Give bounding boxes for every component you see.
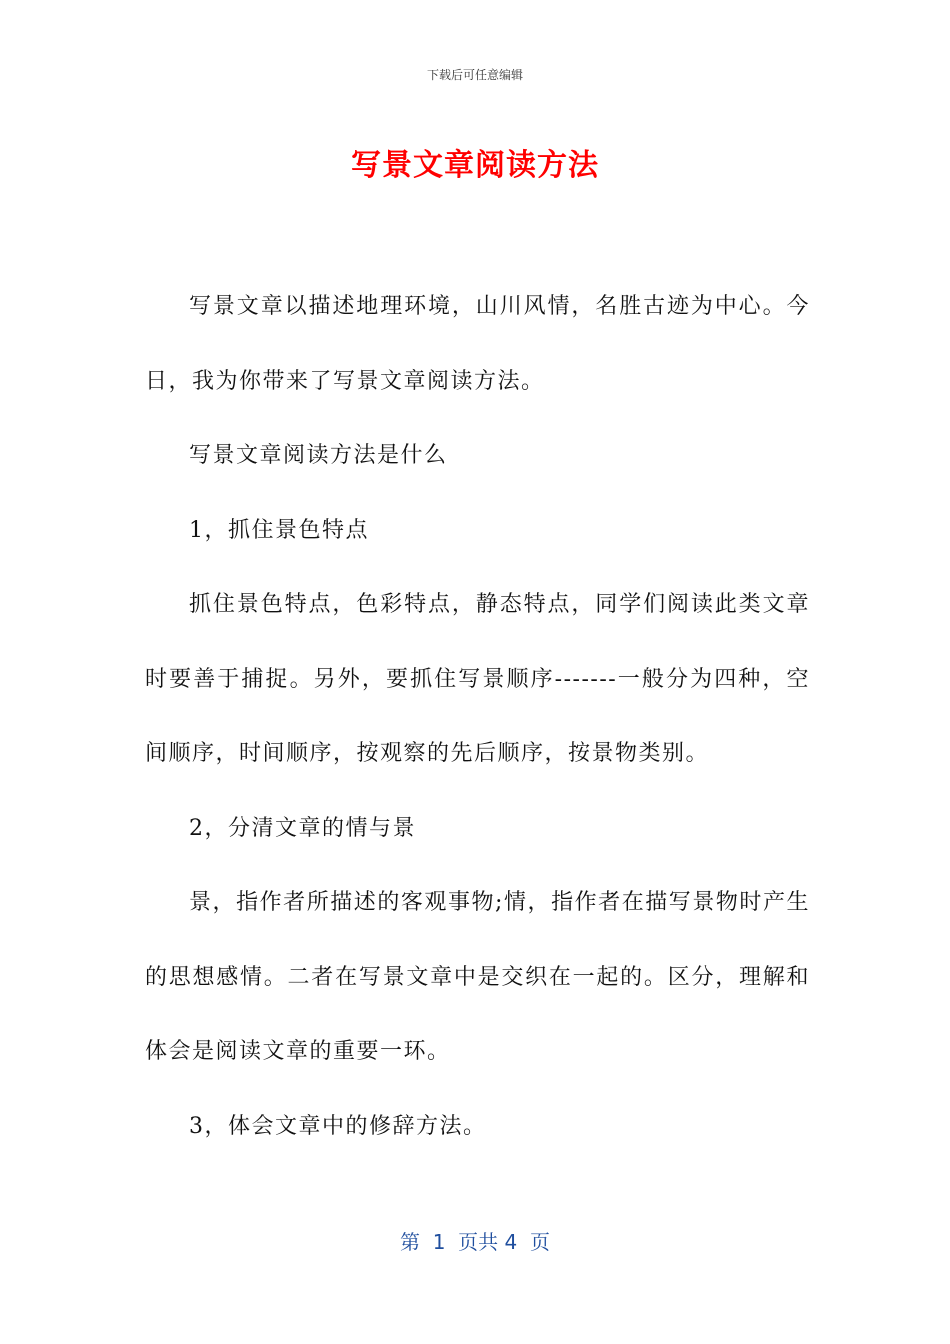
paragraph-point-2-heading: 2，分清文章的情与景 (189, 815, 416, 841)
paragraph-section-heading: 写景文章阅读方法是什么 (189, 443, 448, 468)
paragraph-intro: 写景文章以描述地理环境，山川风情，名胜古迹为中心。今日，我为你带来了写景文章阅读方法。 (145, 294, 810, 394)
paragraph-point-1-heading: 1，抓住景色特点 (189, 517, 369, 543)
paragraph-point-1-body: 抓住景色特点，色彩特点，静态特点，同学们阅读此类文章时要善于捕捉。另外，要抓住写景顺序-------一般分为四种，空间顺序，时间顺序，按观察的先后顺序，按景物类别。 (145, 592, 810, 766)
paragraph-point-3-heading: 3，体会文章中的修辞方法。 (189, 1113, 487, 1139)
paragraph-point-2-body: 景，指作者所描述的客观事物;情，指作者在描写景物时产生的思想感情。二者在写景文章中是交织在一起的。区分，理解和体会是阅读文章的重要一环。 (145, 890, 810, 1064)
document-body (145, 270, 810, 1164)
document-title: 写景文章阅读方法 (351, 148, 599, 183)
header-note: 下载后可任意编辑 (426, 68, 523, 82)
page-footer: 第 1 页共 4 页 (400, 1230, 550, 1254)
